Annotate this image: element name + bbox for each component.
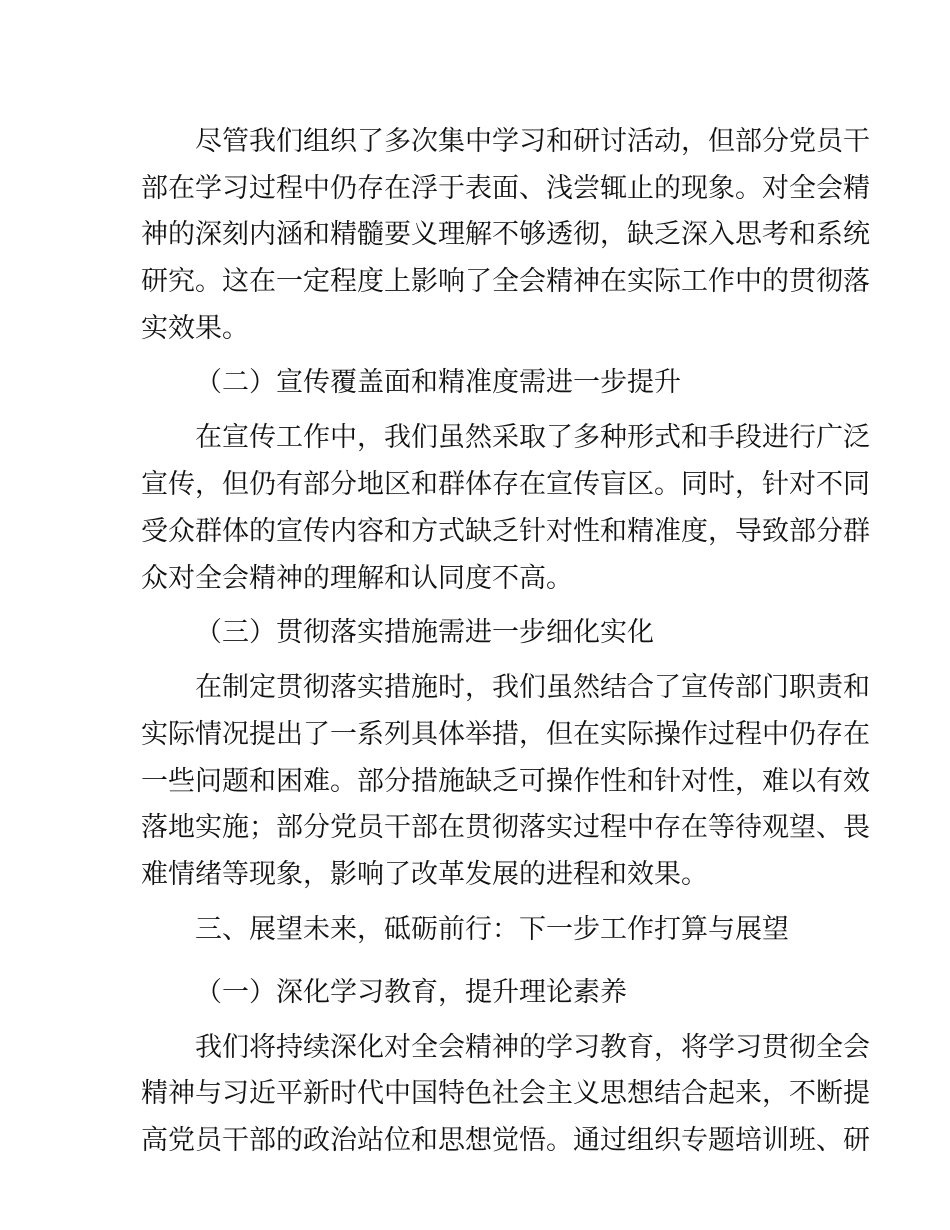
text-line: 在制定贯彻落实措施时，我们虽然结合了宣传部门职责和 xyxy=(195,672,870,704)
text-line: 落地实施；部分党员干部在贯彻落实过程中存在等待观望、畏 xyxy=(141,812,870,844)
body-paragraph xyxy=(141,1025,870,1165)
text-line: 受众群体的宣传内容和方式缺乏针对性和精准度，导致部分群 xyxy=(141,515,870,547)
text-line: 在宣传工作中，我们虽然采取了多种形式和手段进行广泛 xyxy=(195,422,870,454)
text-line: 尽管我们组织了多次集中学习和研讨活动，但部分党员干 xyxy=(195,126,870,157)
text-line: 实际情况提出了一系列具体举措，但在实际操作过程中仍存在 xyxy=(141,718,870,750)
text-line: 宣传，但仍有部分地区和群体存在宣传盲区。同时，针对不同 xyxy=(141,469,870,501)
text-line: 众对全会精神的理解和认同度不高。 xyxy=(141,562,573,594)
section-heading: （一）深化学习教育，提升理论素养 xyxy=(195,976,627,1008)
body-paragraph xyxy=(141,119,870,352)
document-body xyxy=(141,119,870,1165)
text-line: 精神与习近平新时代中国特色社会主义思想结合起来，不断提 xyxy=(141,1078,870,1110)
text-line: 难情绪等现象，影响了改革发展的进程和效果。 xyxy=(141,858,708,890)
text-line: 神的深刻内涵和精髓要义理解不够透彻，缺乏深入思考和系统 xyxy=(141,219,870,251)
section-heading: （二）宣传覆盖面和精准度需进一步提升 xyxy=(195,367,681,399)
section-heading: 三、展望未来，砥砺前行：下一步工作打算与展望 xyxy=(195,913,789,945)
text-line: 部在学习过程中仍存在浮于表面、浅尝辄止的现象。对全会精 xyxy=(141,172,870,204)
text-line: 高党员干部的政治站位和思想觉悟。通过组织专题培训班、研 xyxy=(141,1125,870,1156)
body-paragraph xyxy=(141,665,870,898)
section-heading: （三）贯彻落实措施需进一步细化实化 xyxy=(195,617,654,649)
text-line: 研究。这在一定程度上影响了全会精神在实际工作中的贯彻落 xyxy=(141,266,870,298)
text-line: 实效果。 xyxy=(141,312,249,344)
text-line: 我们将持续深化对全会精神的学习教育，将学习贯彻全会 xyxy=(195,1031,870,1063)
text-line: 一些问题和困难。部分措施缺乏可操作性和针对性，难以有效 xyxy=(141,765,870,797)
body-paragraph xyxy=(141,415,870,602)
